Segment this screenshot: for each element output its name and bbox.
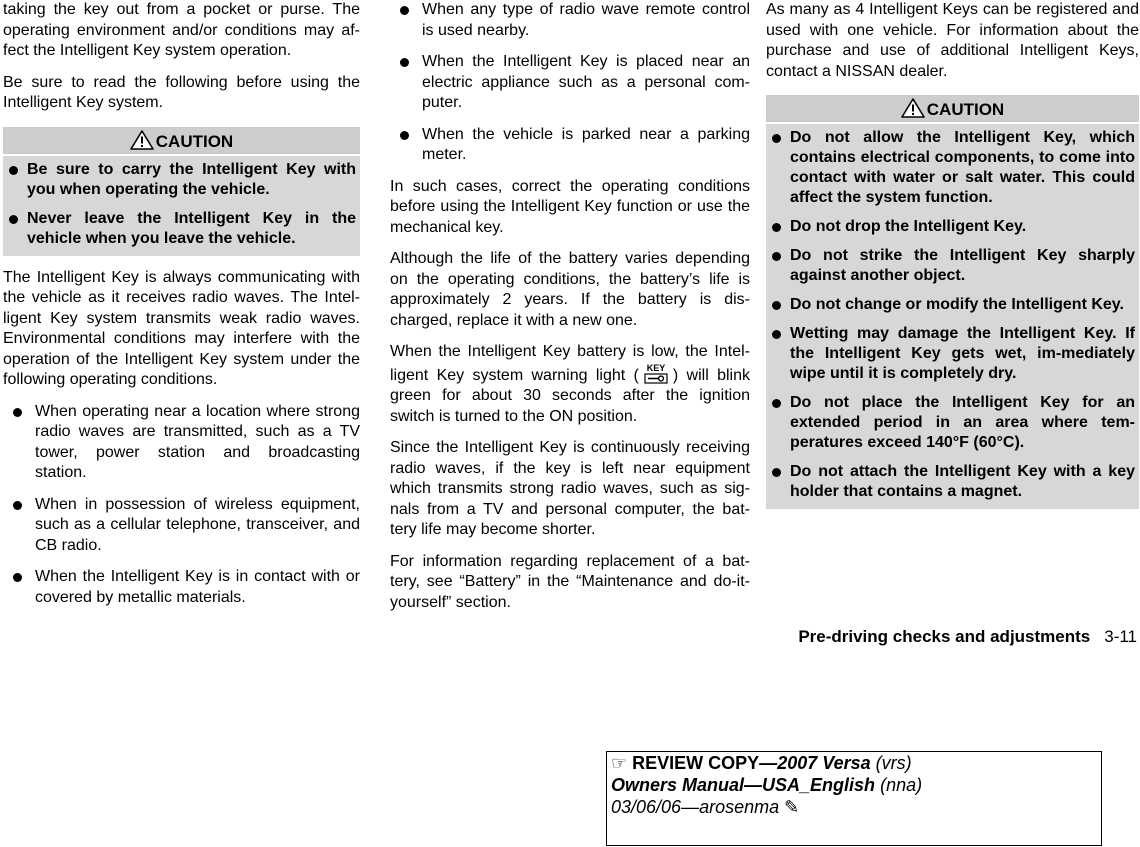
bullet-dot-icon [13,501,22,510]
list-item-text: When the Intelligent Key is in contact with or covered by metallic materials. [35,568,360,606]
pointing-hand-icon: ☞ [611,753,628,773]
caution-item-text: Do not attach the Intelligent Key with a key holder that contains a magnet. [790,463,1135,500]
paragraph: Since the Intelligent Key is continuously receiving radio waves, if the key is left near equipment which transmits strong radio waves, such as sig-nals from a TV and personal computer, the bat-tery life may become shorter. [390,439,750,538]
bullet-dot-icon [772,468,781,477]
caution-item-text: Do not drop the Intelligent Key. [790,218,1027,235]
caution-item [766,324,1135,384]
paragraph: taking the key out from a pocket or purse. The operating environment and/or conditions may af-fect the Intelligent Key system operation. [3,1,360,59]
bullet-list [390,0,750,166]
list-item-text: When any type of radio wave remote control is used nearby. [422,1,750,39]
paragraph: As many as 4 Intelligent Keys can be registered and used with one vehicle. For information about the purchase and use of additional Intelligent Keys, contact a NISSAN dealer. [766,1,1139,80]
caution-title: CAUTION [155,131,234,151]
review-copy-stamp [606,751,1102,846]
model-name: 2007 Versa [777,753,871,773]
caution-item-text: Do not place the Intelligent Key for an extended period in an area where tem-peratures exceed 140°F (60°C). [790,394,1135,451]
caution-box [766,95,1139,509]
manual-code: (nna) [880,775,923,795]
caution-item [766,393,1135,453]
paragraph-text: When the Intelligent Key battery is low, the Intel-ligent Key system warning light ( [390,343,750,384]
bullet-dot-icon [400,6,409,15]
list-item-text: When in possession of wireless equipment, such as a cellular telephone, transceiver, and CB radio. [35,495,360,554]
list-item-text: When operating near a location where strong radio waves are transmitted, such as a TV tower, power station and broadcasting station. [35,402,360,481]
caution-item [766,246,1135,286]
caution-item-text: Do not change or modify the Intelligent Key. [790,296,1124,313]
list-item [3,567,360,608]
review-line-2 [611,774,1097,796]
warning-triangle-icon [130,130,154,150]
manual-name: Owners Manual—USA_English [611,775,876,795]
page-number: 3-11 [1104,627,1137,646]
list-item [3,402,360,484]
review-line-1 [611,752,1097,774]
paragraph: In such cases, correct the operating conditions before using the Intelligent Key function or use the mechanical key. [390,177,750,236]
bullet-dot-icon [772,301,781,310]
paragraph-with-icon [390,342,750,427]
caution-header [3,127,360,156]
middle-column [390,0,750,624]
bullet-dot-icon [13,573,22,582]
key-warning-light-icon [642,363,670,385]
caution-title: CAUTION [926,100,1005,119]
review-label: REVIEW COPY— [632,753,778,773]
paragraph: The Intelligent Key is always communicating with the vehicle as it receives radio waves. The Intel-ligent Key system transmits weak radio waves. Environmental conditions may interfere with the operation of the Intelligent Key system under the following operating conditions. [3,268,360,388]
list-item [390,52,750,114]
caution-item [766,217,1135,237]
bullet-dot-icon [772,330,781,339]
paragraph: Although the life of the battery varies depending on the operating conditions, the battery’s life is approximately 2 years. If the battery is dis-charged, replace it with a new one. [390,250,750,329]
list-item [390,0,750,41]
left-column [3,0,360,619]
bullet-dot-icon [772,134,781,143]
caution-item [3,209,356,249]
caution-item [766,128,1135,208]
bullet-dot-icon [9,166,18,175]
caution-item-text: Do not strike the Intelligent Key sharply against another object. [790,247,1135,284]
bullet-dot-icon [772,252,781,261]
caution-header [766,95,1139,124]
model-code: (vrs) [875,753,912,773]
caution-item [766,295,1135,315]
caution-item-text: Be sure to carry the Intelligent Key with you when operating the vehicle. [27,160,356,198]
warning-triangle-icon [901,98,925,118]
review-line-3 [611,796,1097,818]
page-footer [798,627,1137,648]
caution-item [3,160,356,200]
section-title: Pre-driving checks and adjustments [798,627,1091,646]
list-item-text: When the vehicle is parked near a parking meter. [422,125,750,163]
bullet-dot-icon [400,131,409,140]
bullet-list [3,402,360,609]
caution-item [766,462,1135,502]
bullet-dot-icon [400,58,409,67]
caution-box [3,127,360,256]
bullet-dot-icon [13,408,22,417]
bullet-dot-icon [772,399,781,408]
right-column [766,0,1139,521]
paragraph-text: ) will blink green for about 30 seconds after the ignition switch is turned to the ON position. [390,366,750,425]
list-item [3,495,360,557]
caution-item-text: Wetting may damage the Intelligent Key. If the Intelligent Key gets wet, im-mediately wipe until it is completely dry. [790,325,1135,382]
list-item [390,125,750,166]
caution-item-text: Do not allow the Intelligent Key, which contains electrical components, to come into contact with water or salt water. This could affect the system function. [790,129,1135,206]
key-icon-label: KEY [646,362,666,373]
bullet-dot-icon [772,223,781,232]
bullet-dot-icon [9,215,18,224]
caution-item-text: Never leave the Intelligent Key in the vehicle when you leave the vehicle. [27,209,356,247]
review-date-author: 03/06/06—arosenma [611,797,780,817]
paragraph: Be sure to read the following before using the Intelligent Key system. [3,73,360,111]
list-item-text: When the Intelligent Key is placed near an electric appliance such as a personal com-puter. [422,53,750,111]
paragraph: For information regarding replacement of a bat-tery, see “Battery” in the “Maintenance and do-it-yourself” section. [390,552,750,611]
pencil-icon: ✎ [784,797,800,817]
